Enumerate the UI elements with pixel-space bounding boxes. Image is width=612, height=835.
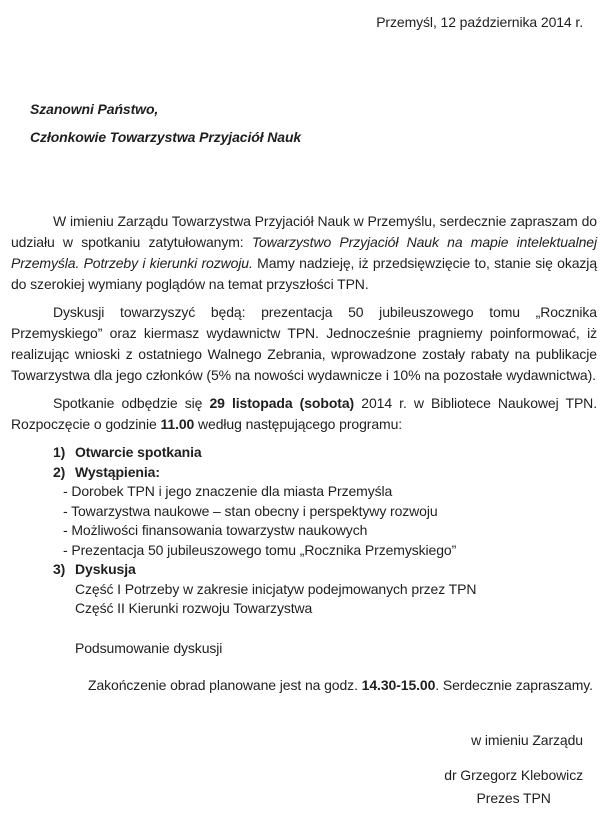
dateline: Przemyśl, 12 października 2014 r. — [376, 14, 583, 30]
paragraph-meeting-details — [11, 393, 597, 435]
text-run: 14.30-15.00 — [361, 676, 436, 693]
text-run: Spotkanie odbędzie się — [53, 395, 210, 411]
text-run: 29 listopada (sobota) — [209, 395, 355, 411]
text-run: Mamy nadzieję, iż przedsięwzięcie to, stanie się okazją do szerokiej wymiany poglądów na temat przyszłości TPN. — [11, 255, 598, 292]
text-run: . Serdecznie zapraszamy. — [435, 676, 593, 693]
program-item — [11, 560, 597, 619]
text-run: W imieniu Zarządu Towarzystwa Przyjaciół Nauk w Przemyślu, serdecznie zapraszam do udziału w spotkaniu zatytułowanym: — [11, 213, 597, 250]
salutation-line-2: Członkowie Towarzystwa Przyjaciół Nauk — [30, 129, 302, 145]
paragraph-closing — [11, 675, 597, 696]
program-item-title: Dyskusja — [75, 561, 136, 577]
signature-title: Prezes TPN — [476, 789, 551, 806]
text-run: 2014 r. w Bibliotece Naukowej TPN. Rozpoczęcie o godzinie — [11, 395, 597, 432]
text-run: 11.00 — [160, 416, 195, 432]
salutation — [30, 99, 597, 148]
program-item-number: 1) — [53, 444, 66, 460]
program-subitem: Część I Potrzeby w zakresie inicjatyw podejmowanych przez TPN — [75, 580, 477, 597]
signature-identity — [444, 765, 583, 809]
text-run: Dyskusji towarzyszyć będą: prezentacja 50 jubileuszowego tomu „Rocznika Przemyskiego” oraz kiermasz wydawnictw TPN. Jednocześnie pragniemy poinformować, iż realizując wnioski z ostatniego Walnego Zebrania, wprowadzone zostały rabaty na publikacje Towarzystwa dla jego członków (5% na nowości wydawnicze i 10% na pozostałe wydawnictwa). — [11, 304, 597, 383]
program-item — [11, 463, 597, 561]
program-item-number: 2) — [53, 463, 66, 480]
paragraph-intro — [11, 211, 597, 295]
program-subitem: Część II Kierunki rozwoju Towarzystwa — [75, 600, 313, 616]
text-run: Towarzystwo Przyjaciół Nauk na mapie intelektualnej Przemyśla. Potrzeby i kierunki rozwoju. — [11, 234, 597, 271]
program-item-title: Otwarcie spotkania — [75, 444, 202, 460]
program-list — [11, 443, 597, 619]
signature-block — [11, 730, 597, 809]
program-summary: Podsumowanie dyskusji — [75, 639, 223, 656]
salutation-line-1: Szanowni Państwo, — [30, 101, 159, 117]
text-run: według następującego programu: — [194, 416, 403, 432]
program-item-number: 3) — [53, 561, 66, 577]
paragraph-announcements — [11, 302, 597, 386]
program-subitem: - Dorobek TPN i jego znaczenie dla miasta Przemyśla — [63, 483, 393, 499]
signature-name: dr Grzegorz Klebowicz — [444, 766, 583, 783]
program-subitem: - Możliwości finansowania towarzystw naukowych — [63, 522, 368, 538]
program-item-title: Wystąpienia: — [75, 463, 160, 480]
program-item — [11, 443, 597, 463]
program-subitem: - Prezentacja 50 jubileuszowego tomu „Rocznika Przemyskiego” — [63, 541, 457, 558]
program-subitem: - Towarzystwa naukowe – stan obecny i perspektywy rozwoju — [63, 502, 438, 519]
text-run: Zakończenie obrad planowane jest na godz. — [88, 676, 362, 693]
signature-on-behalf: w imieniu Zarządu — [471, 731, 583, 748]
